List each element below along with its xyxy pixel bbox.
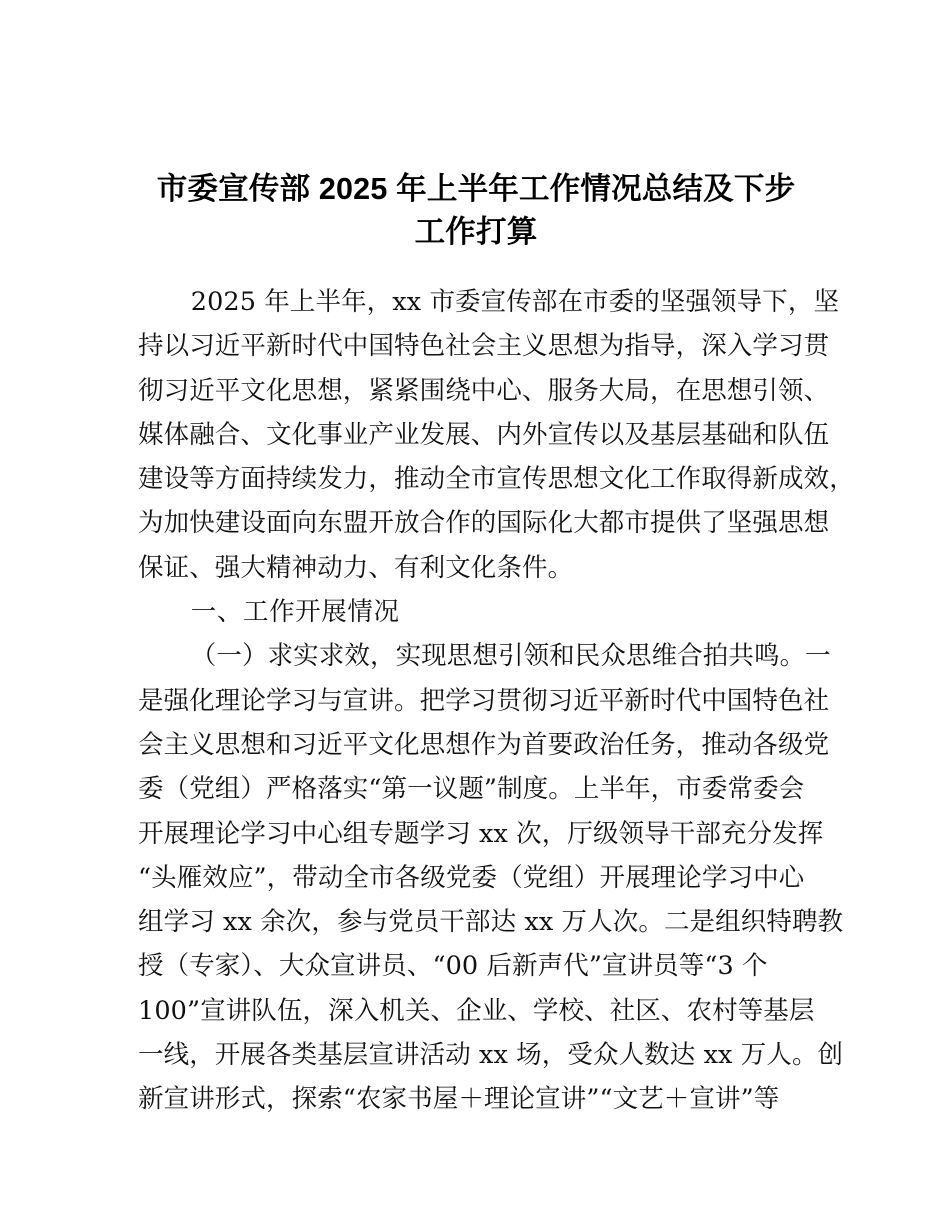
text-line: 一、工作开展情况 xyxy=(190,597,400,628)
text-line: 2025 年上半年，xx 市委宣传部在市委的坚强领导下，坚 xyxy=(190,287,840,317)
text-line: 授（专家）、大众宣讲员、“00 后新声代”宣讲员等“3 个 xyxy=(138,951,768,982)
document-body xyxy=(138,280,855,1122)
paragraph-item-1-1 xyxy=(138,634,844,1121)
text-line: 新宣讲形式，探索“农家书屋＋理论宣讲”“文艺＋宣讲”等 xyxy=(138,1084,780,1115)
text-line: 会主义思想和习近平文化思想作为首要政治任务，推动各级党 xyxy=(138,729,830,760)
text-line: 委（党组）严格落实“第一议题”制度。上半年，市委常委会 xyxy=(138,774,805,805)
text-line: 为加快建设面向东盟开放合作的国际化大都市提供了坚强思想 xyxy=(138,508,830,539)
text-line: 媒体融合、文化事业产业发展、内外宣传以及基层基础和队伍 xyxy=(138,419,830,450)
text-line: 是强化理论学习与宣讲。把学习贯彻习近平新时代中国特色社 xyxy=(138,685,830,716)
text-line: （一）求实求效，实现思想引领和民众思维合拍共鸣。一 xyxy=(190,641,831,672)
section-heading-1 xyxy=(138,590,814,634)
title-line-1: 市委宣传部 2025 年上半年工作情况总结及下步 xyxy=(156,172,796,206)
text-line: 建设等方面持续发力，推动全市宣传思想文化工作取得新成效， xyxy=(138,464,855,495)
text-line: 100”宣讲队伍，深入机关、企业、学校、社区、农村等基层 xyxy=(138,995,815,1026)
text-line: 开展理论学习中心组专题学习 xx 次，厅级领导干部充分发挥 xyxy=(138,818,824,849)
text-line: 组学习 xx 余次，参与党员干部达 xx 万人次。二是组织特聘教 xyxy=(138,907,844,938)
page-title xyxy=(138,0,814,254)
paragraph-intro xyxy=(138,280,855,590)
text-line: 一线，开展各类基层宣讲活动 xx 场，受众人数达 xx 万人。创 xyxy=(138,1040,844,1071)
text-line: “头雁效应”，带动全市各级党委（党组）开展理论学习中心 xyxy=(138,862,805,893)
text-line: 持以习近平新时代中国特色社会主义思想为指导，深入学习贯 xyxy=(138,331,830,362)
text-line: 彻习近平文化思想，紧紧围绕中心、服务大局，在思想引领、 xyxy=(138,375,830,406)
title-line-2: 工作打算 xyxy=(414,215,538,249)
text-column xyxy=(138,0,855,1122)
text-line: 保证、强大精神动力、有利文化条件。 xyxy=(138,552,574,583)
